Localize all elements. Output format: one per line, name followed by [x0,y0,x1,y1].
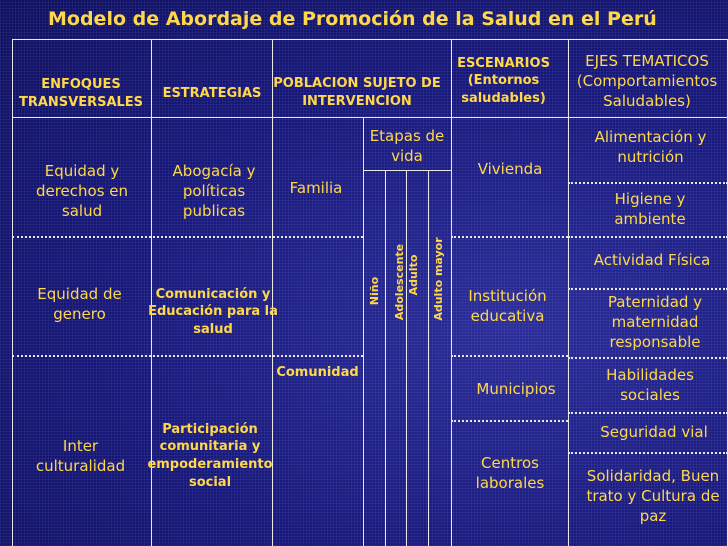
stage-border [428,170,429,546]
etapas-de-vida-label: Etapas de vida [369,126,445,165]
escenario-item: Vivienda [477,159,543,178]
row-separator [451,355,568,357]
row-separator [451,420,568,422]
header-estrategias: ESTRATEGIAS [162,86,262,102]
stage-label: Adulto mayor [432,237,445,321]
header-enfoques: ENFOQUES TRANSVERSALES [18,77,144,110]
col-border [363,117,364,546]
header-ejes [566,48,728,114]
header-escenarios-sub: (Entornos saludables) [461,73,546,106]
row-separator [12,355,363,357]
escenario-item: Centros laborales [475,453,545,492]
header-poblacion: POBLACION SUJETO DE INTERVENCION [273,76,441,109]
col-border [12,39,13,546]
header-escenarios-title: ESCENARIOS [457,55,550,71]
escenario-item: Institución educativa [468,286,547,325]
row-separator [568,182,728,184]
stage-border [385,170,386,546]
header-ejes-sub: (Comportamientos Saludables) [576,71,718,111]
stage-label: Adulto [407,254,420,296]
eje-item: Habilidades sociales [606,365,694,404]
col-border [451,39,452,546]
row-separator [451,236,568,238]
estrategia-item: Comunicación y Educación para la salud [148,286,278,337]
stage-label: Niño [368,276,381,306]
col-border [568,39,569,546]
row-separator [12,236,363,238]
enfoque-item: Inter culturalidad [35,436,126,475]
estrategia-item: Participación comunitaria y empoderamiento social [147,421,273,490]
header-ejes-title: EJES TEMATICOS [585,51,709,70]
escenario-item: Municipios [476,379,556,398]
row-separator [568,357,728,359]
header-bottom-border [12,117,728,118]
row-separator [568,452,728,454]
etapas-bottom-border [363,170,451,171]
page-title: Modelo de Abordaje de Promoción de la Salud en el Perú [48,8,657,30]
eje-item: Solidaridad, Buen trato y Cultura de paz [586,466,720,526]
stage-label: Adolescente [393,243,406,321]
poblacion-familia: Familia [289,178,343,197]
eje-item: Actividad Física [593,250,711,269]
header-escenarios [451,50,556,112]
poblacion-comunidad: Comunidad [276,365,359,381]
stage-border [406,170,407,546]
eje-item: Alimentación y nutrición [594,127,707,166]
enfoque-item: Equidad y derechos en salud [35,161,129,221]
estrategia-item: Abogacía y políticas publicas [172,161,256,221]
eje-item: Seguridad vial [600,422,708,441]
row-separator [568,412,728,414]
eje-item: Paternidad y maternidad responsable [607,292,703,352]
table-top-border [12,39,728,40]
eje-item: Higiene y ambiente [614,189,686,228]
enfoque-item: Equidad de genero [37,284,122,323]
